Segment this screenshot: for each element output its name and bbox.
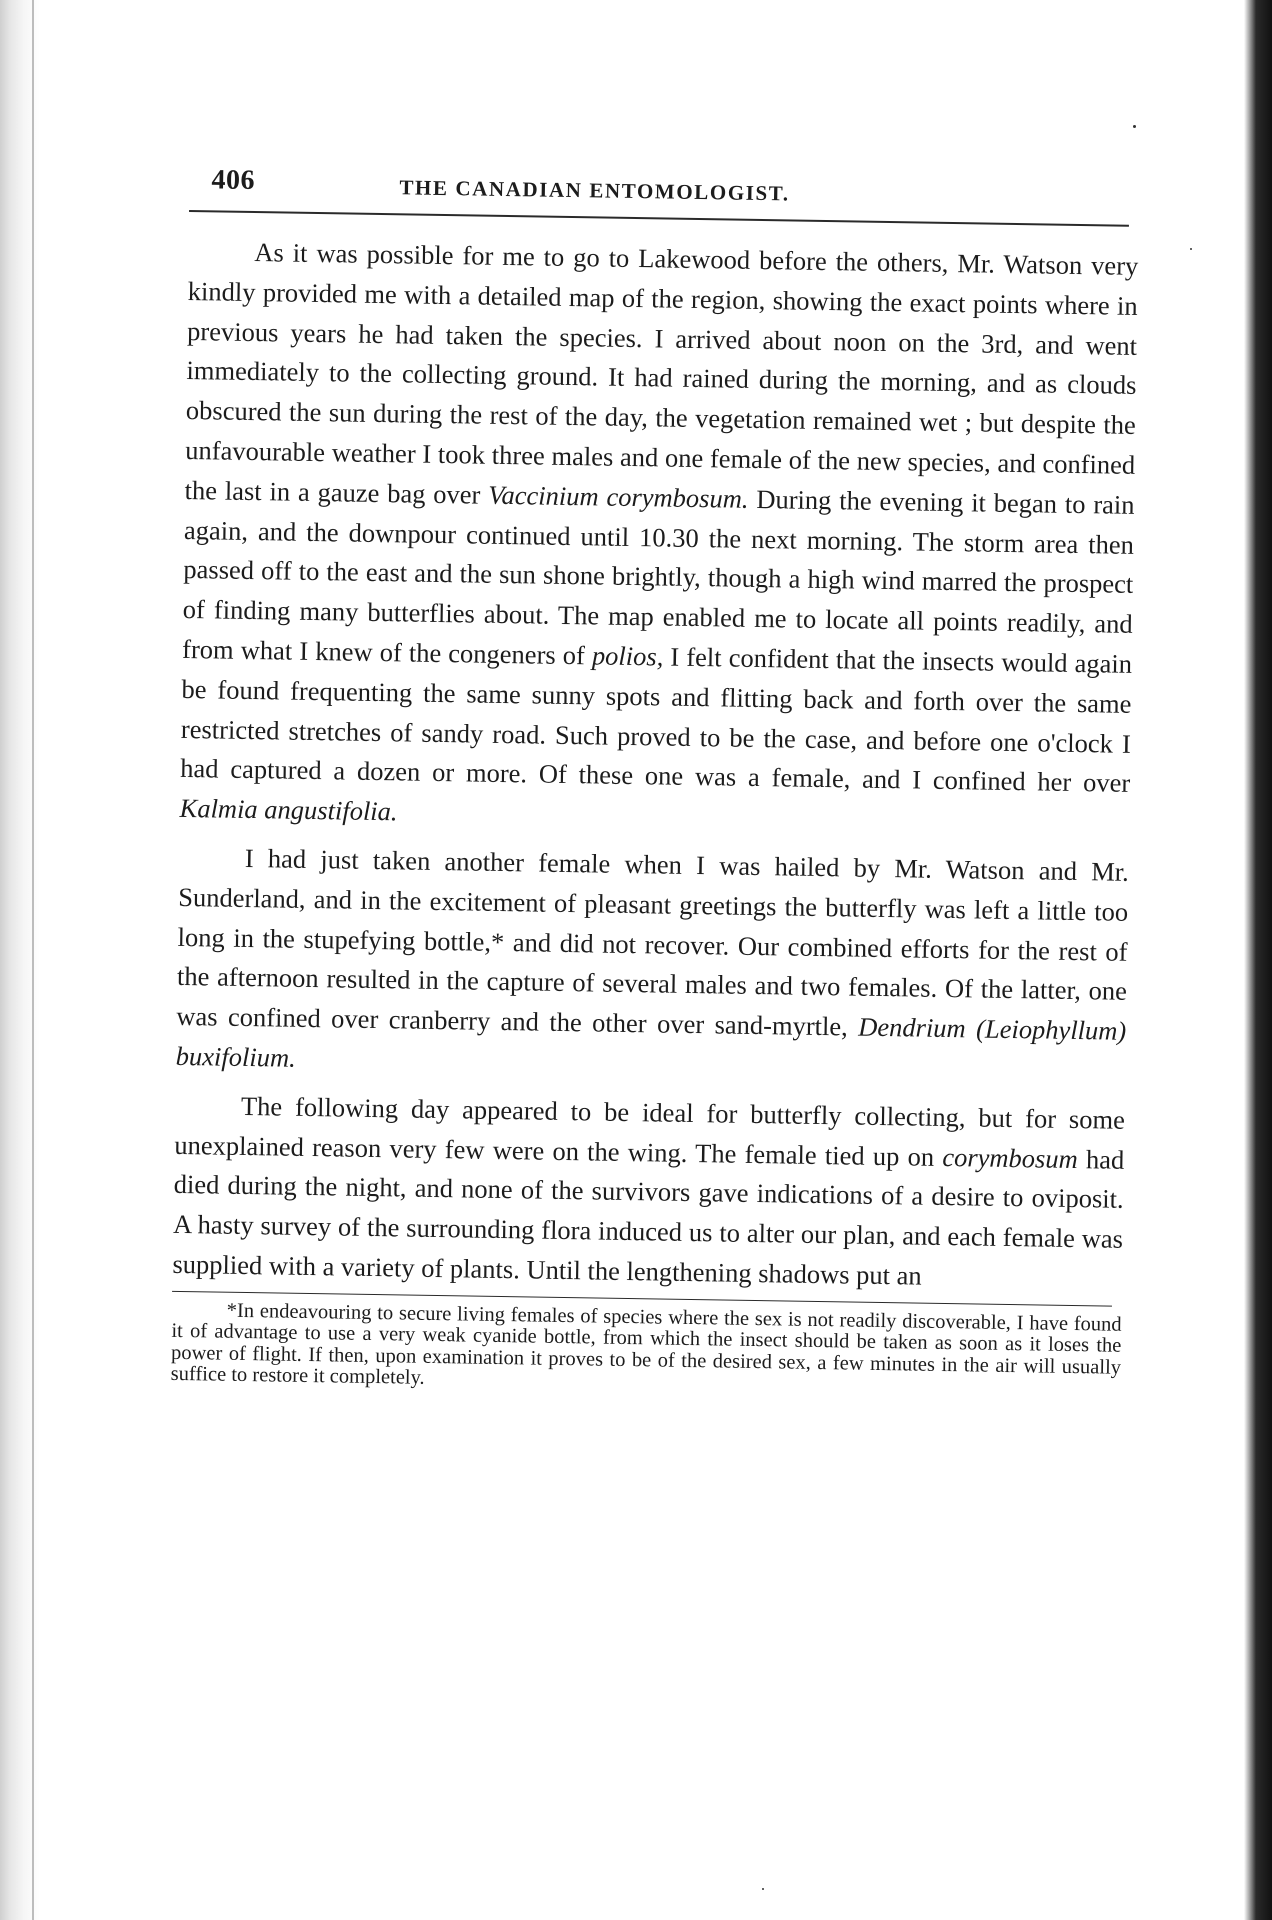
italic-term: polios, (591, 640, 664, 672)
scan-left-page-edge (0, 0, 40, 1920)
body-paragraph (175, 838, 1129, 1092)
page-number: 406 (211, 164, 256, 197)
text-run: I had just taken another female when I was hailed by Mr. Watson and Mr. Sunderland, and in the excitement of pleasant greetings the butterfly was left a little too long in the stupefying bottle,* and did not recover. Our combined efforts for the rest of the afternoon resulted in the capture of several males and two females. Of the latter, one was confined over cranberry and the other over sand-myrtle, (176, 842, 1130, 1042)
text-run: had died during the night, and none of the survivors gave indications of a desire to oviposit. A hasty survey of the surrounding flora induced us to alter our plan, and each female was supplied with a variety of plants. Until the lengthening shadows put an (172, 1143, 1125, 1291)
italic-term: Dendrium (Leiophyllum) buxifolium. (175, 1011, 1127, 1073)
body-text (172, 232, 1138, 1300)
scan-speck (762, 1888, 764, 1890)
italic-term: Kalmia angustifolia. (179, 793, 398, 827)
text-run: The following day appeared to be ideal for butterfly collecting, but for some unexplained reason very few were on the wing. The female tied up on (174, 1090, 1126, 1172)
italic-term: Vaccinium corymbosum. (488, 479, 749, 514)
text-run: As it was possible for me to go to Lakewood before the others, Mr. Watson very kindly provided me with a detailed map of the region, showing the exact points where in previous years he had taken the species. I arrived about noon on the 3rd, and went immediately to the collecting ground. It had rained during the morning, and as clouds obscured the sun during the rest of the day, the vegetation remained wet ; but despite the unfavourable weather I took three males and one female of the new species, and confined the last in a gauze bag over (184, 237, 1139, 510)
body-paragraph (179, 232, 1138, 844)
text-run: During the evening it began to rain again, and the downpour continued until 10.30 the next morning. The storm area then passed off to the east and the sun shone brightly, though a high wind marred the prospect of finding many butterflies about. The map enabled me to locate all points readily, and from what I knew of the congeners of (181, 483, 1135, 671)
text-run: I felt confident that the insects would again be found frequenting the same sunny spots and flitting back and forth over the same restricted stretches of sandy road. Such proved to be the case, and before one o'clock I had captured a dozen or more. Of these one was a female, and I confined her over (180, 641, 1133, 799)
scan-speck (1190, 248, 1192, 250)
book-page (171, 150, 1140, 1400)
italic-term: corymbosum (942, 1141, 1079, 1174)
body-paragraph (172, 1086, 1125, 1300)
page-header (189, 150, 1130, 227)
footnote: *In endeavouring to secure living females of species where the sex is not readily discoverable, I have found it of advantage to use a very weak cyanide bottle, from which the insect should be taken as soon as it loses the power of flight. If then, upon examination it proves to be of the desired sex, a few minutes in the air will usually suffice to restore it completely. (170, 1299, 1122, 1390)
running-head: THE CANADIAN ENTOMOLOGIST. (399, 175, 790, 206)
scan-right-page-edge (1244, 0, 1272, 1920)
scan-speck (1133, 125, 1136, 128)
